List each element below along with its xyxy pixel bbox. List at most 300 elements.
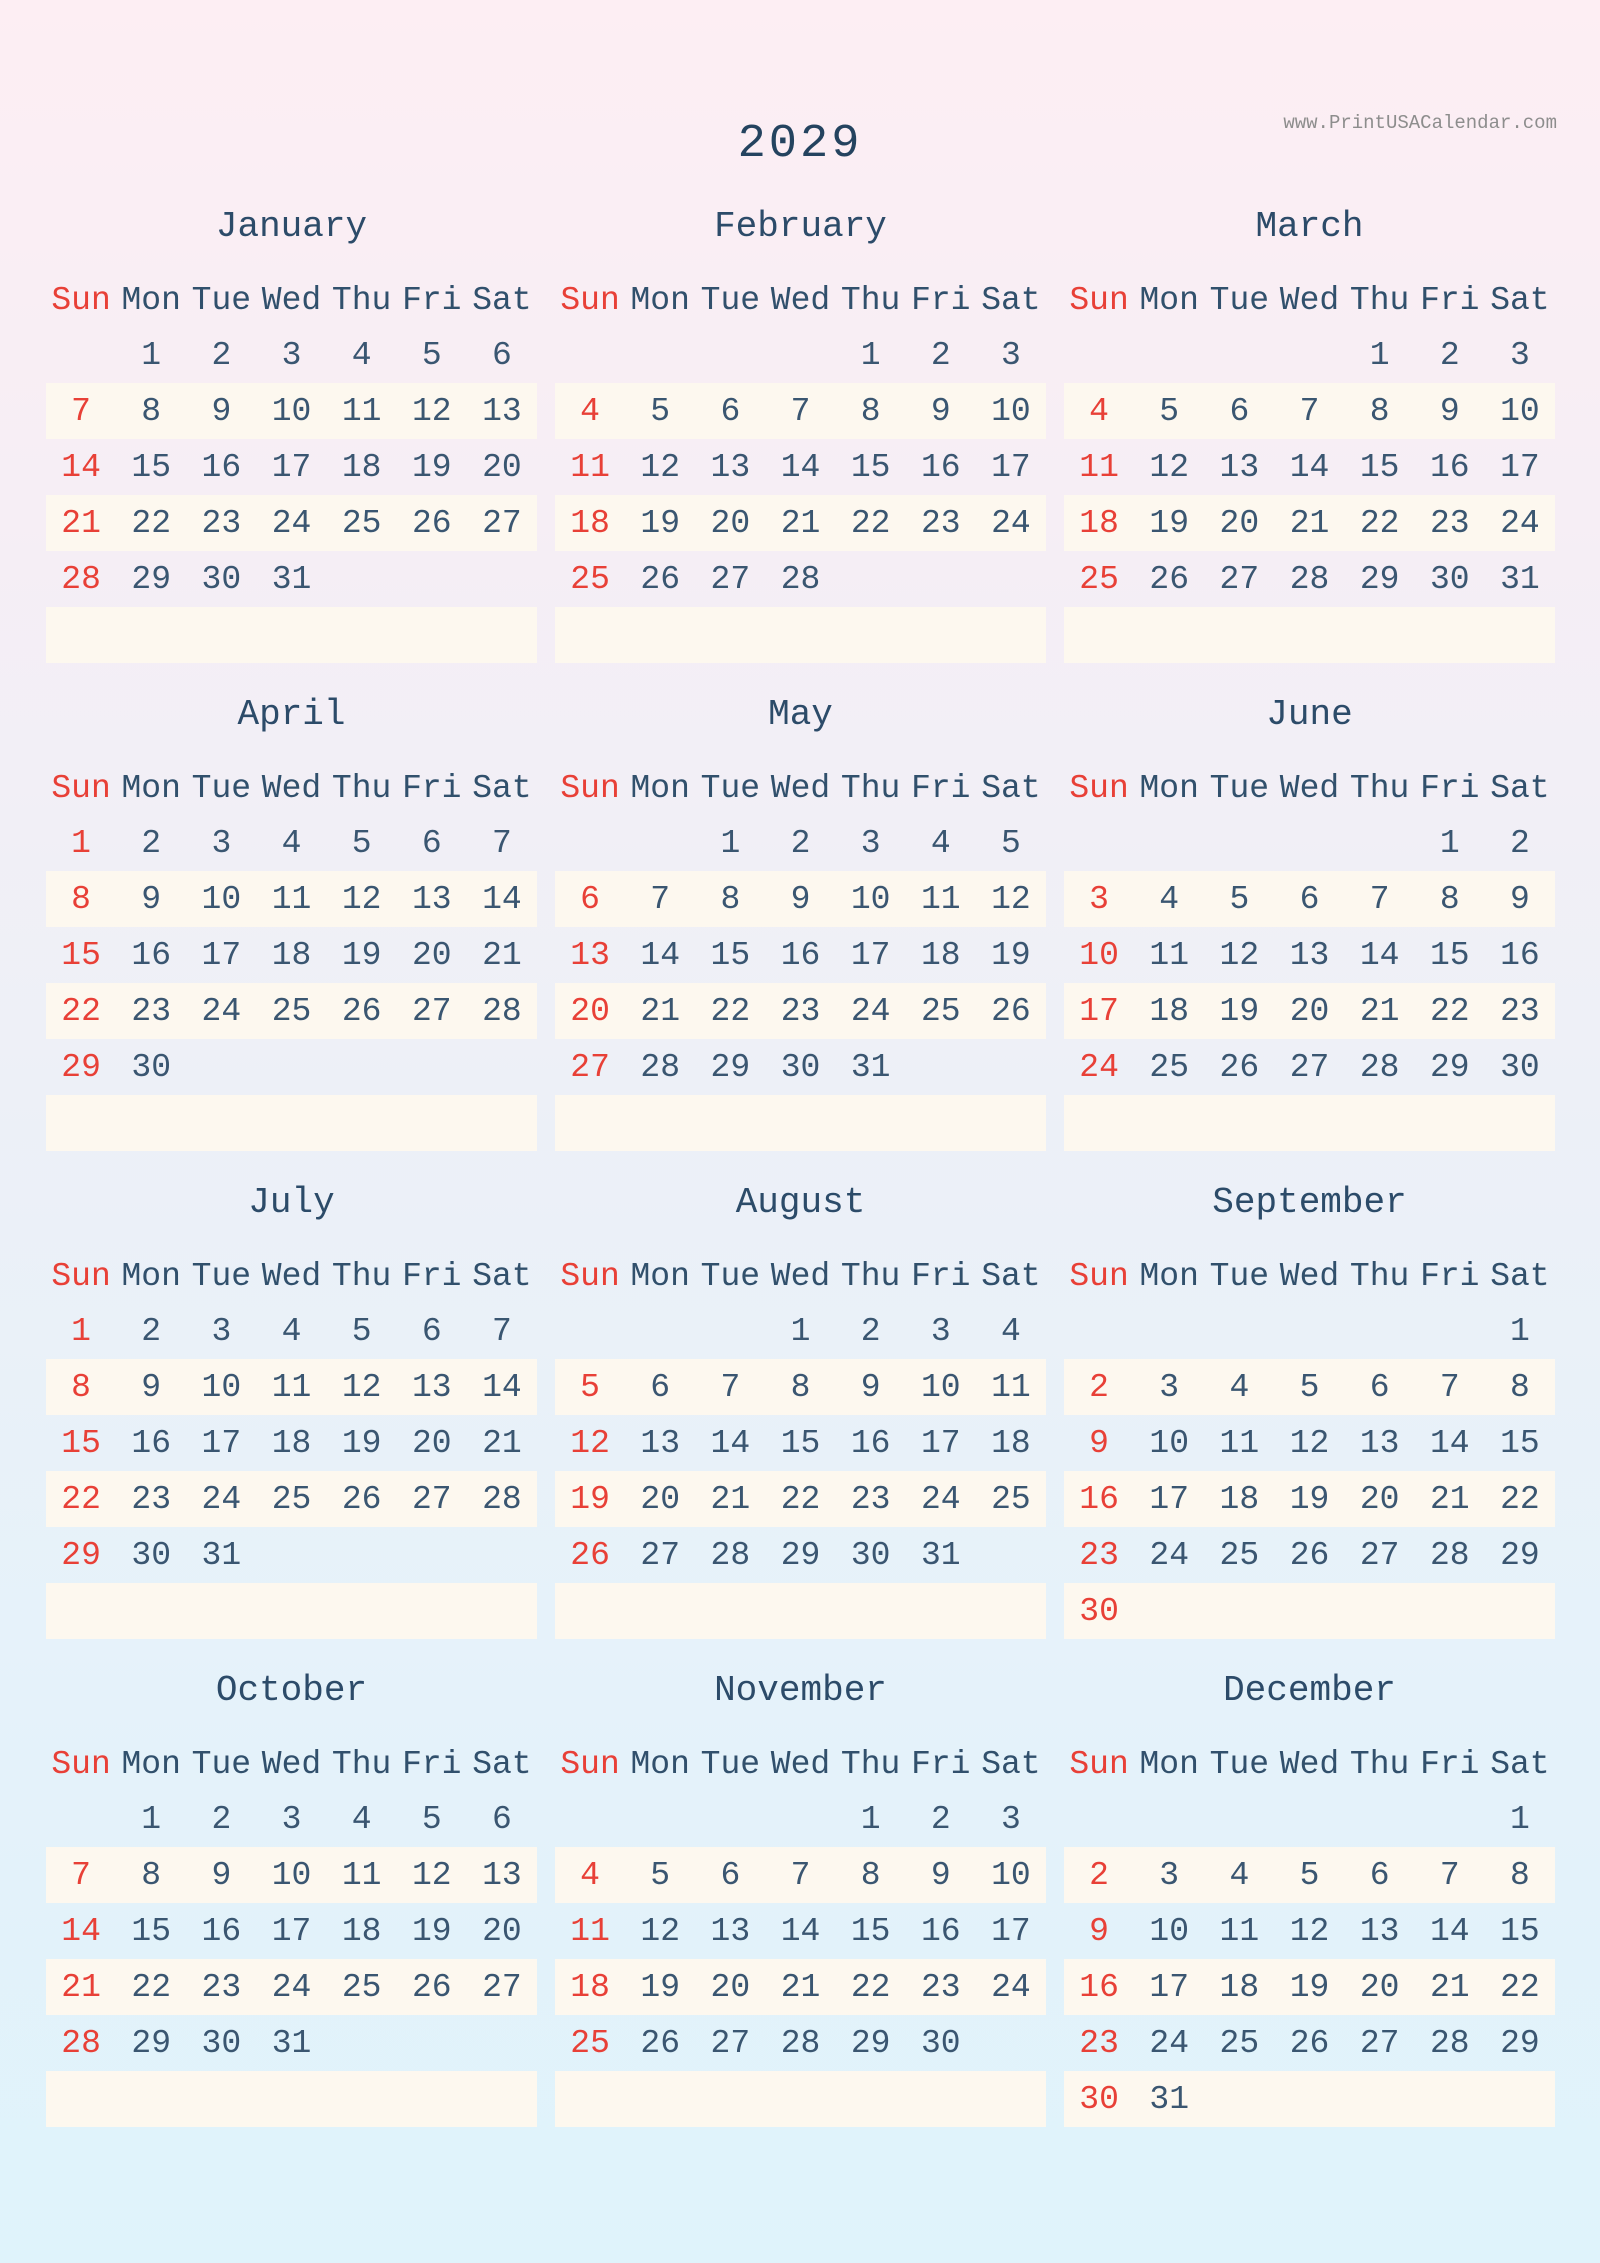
- date-cell: 2: [1089, 1856, 1109, 1894]
- date-cell: 4: [1001, 1312, 1021, 1350]
- date-cell: 29: [1500, 2024, 1540, 2062]
- month-block: [46, 693, 537, 1151]
- date-cell: 15: [850, 448, 891, 486]
- date-cell: 29: [61, 1536, 101, 1574]
- day-header-cell: Sun: [51, 1257, 111, 1295]
- date-cell: 25: [341, 504, 382, 542]
- date-cell: 20: [482, 448, 522, 486]
- date-cell: 19: [1289, 1968, 1330, 2006]
- date-cell: 14: [482, 1368, 522, 1406]
- date-cell: 2: [1089, 1368, 1109, 1406]
- date-cell: 20: [1289, 992, 1330, 1030]
- day-header-cell: Wed: [770, 769, 831, 807]
- date-cell: 3: [211, 824, 232, 862]
- date-cell: 28: [640, 1048, 681, 1086]
- day-header-cell: Tue: [700, 769, 761, 807]
- month-block: [555, 1181, 1046, 1639]
- date-cell: 26: [991, 992, 1031, 1030]
- date-cell: 26: [411, 1968, 452, 2006]
- date-cell: 10: [1079, 936, 1119, 974]
- date-cell: 24: [1149, 1536, 1190, 1574]
- date-cell: 16: [1429, 448, 1470, 486]
- date-cell: 27: [570, 1048, 610, 1086]
- date-cell: 19: [341, 936, 382, 974]
- date-cell: 16: [201, 1912, 242, 1950]
- day-header-cell: Thu: [1349, 1745, 1410, 1783]
- date-cell: 7: [720, 1368, 741, 1406]
- date-cell: 16: [920, 448, 961, 486]
- date-cell: 5: [421, 1800, 442, 1838]
- date-cell: 19: [411, 448, 452, 486]
- date-cell: 15: [1500, 1912, 1540, 1950]
- date-cell: 23: [1079, 2024, 1119, 2062]
- week-row: [46, 1095, 537, 1151]
- date-cell: 8: [1369, 392, 1390, 430]
- date-cell: 25: [570, 560, 610, 598]
- date-cell: 3: [281, 1800, 302, 1838]
- month-block: [1064, 205, 1555, 663]
- date-cell: 27: [482, 504, 522, 542]
- day-header-row: [555, 273, 1046, 327]
- date-cell: 21: [1429, 1480, 1470, 1518]
- date-cell: 9: [141, 880, 162, 918]
- date-cell: 28: [61, 2024, 101, 2062]
- date-cell: 31: [850, 1048, 891, 1086]
- date-cell: 23: [201, 1968, 242, 2006]
- date-cell: 12: [640, 1912, 681, 1950]
- date-cell: 18: [341, 448, 382, 486]
- day-header-cell: Wed: [261, 1257, 322, 1295]
- day-header-cell: Thu: [840, 1745, 901, 1783]
- day-header-cell: Fri: [402, 1257, 462, 1295]
- date-cell: 29: [780, 1536, 821, 1574]
- date-cell: 2: [860, 1312, 881, 1350]
- date-cell: 16: [920, 1912, 961, 1950]
- date-cell: 19: [341, 1424, 382, 1462]
- week-row: [46, 1471, 537, 1527]
- date-cell: 21: [780, 1968, 821, 2006]
- date-cell: 13: [570, 936, 610, 974]
- date-cell: 15: [780, 1424, 821, 1462]
- date-cell: 1: [141, 1800, 162, 1838]
- date-cell: 10: [201, 880, 242, 918]
- date-cell: 10: [850, 880, 891, 918]
- date-cell: 23: [1500, 992, 1540, 1030]
- day-header-row: [1064, 273, 1555, 327]
- day-header-cell: Mon: [1139, 281, 1199, 319]
- date-cell: 26: [1149, 560, 1190, 598]
- day-header-cell: Fri: [911, 1257, 971, 1295]
- date-cell: 13: [482, 1856, 522, 1894]
- date-cell: 20: [710, 504, 751, 542]
- month-block: [1064, 693, 1555, 1151]
- date-cell: 24: [850, 992, 891, 1030]
- date-cell: 17: [991, 448, 1031, 486]
- date-cell: 26: [1219, 1048, 1260, 1086]
- week-row: [1064, 1959, 1555, 2015]
- week-row: [1064, 815, 1555, 871]
- week-row: [1064, 1303, 1555, 1359]
- date-cell: 26: [640, 2024, 681, 2062]
- day-header-cell: Tue: [700, 1745, 761, 1783]
- date-cell: 17: [1079, 992, 1119, 1030]
- date-cell: 16: [131, 936, 172, 974]
- date-cell: 3: [1001, 1800, 1021, 1838]
- date-cell: 6: [1369, 1368, 1390, 1406]
- date-cell: 27: [1289, 1048, 1330, 1086]
- date-cell: 15: [61, 1424, 101, 1462]
- date-cell: 24: [920, 1480, 961, 1518]
- day-header-cell: Tue: [191, 769, 252, 807]
- date-cell: 22: [850, 504, 891, 542]
- day-header-row: [1064, 1737, 1555, 1791]
- date-cell: 9: [930, 392, 951, 430]
- date-cell: 11: [1149, 936, 1190, 974]
- day-header-cell: Mon: [630, 769, 690, 807]
- day-header-cell: Mon: [630, 1257, 690, 1295]
- date-cell: 14: [780, 448, 821, 486]
- date-cell: 12: [991, 880, 1031, 918]
- date-cell: 7: [1439, 1368, 1460, 1406]
- day-header-cell: Tue: [1209, 1745, 1270, 1783]
- day-header-cell: Fri: [402, 1745, 462, 1783]
- date-cell: 25: [991, 1480, 1031, 1518]
- date-cell: 22: [780, 1480, 821, 1518]
- day-header-row: [46, 273, 537, 327]
- date-cell: 28: [1429, 2024, 1470, 2062]
- date-cell: 1: [71, 824, 91, 862]
- date-cell: 29: [1500, 1536, 1540, 1574]
- week-row: [555, 1039, 1046, 1095]
- date-cell: 16: [131, 1424, 172, 1462]
- date-cell: 8: [71, 880, 91, 918]
- date-cell: 12: [341, 880, 382, 918]
- week-row: [1064, 1791, 1555, 1847]
- week-row: [555, 495, 1046, 551]
- date-cell: 2: [790, 824, 811, 862]
- day-header-cell: Sun: [560, 281, 620, 319]
- date-cell: 31: [271, 560, 312, 598]
- date-cell: 14: [1359, 936, 1400, 974]
- date-cell: 19: [640, 504, 681, 542]
- date-cell: 31: [201, 1536, 242, 1574]
- date-cell: 22: [1500, 1968, 1540, 2006]
- date-cell: 10: [1500, 392, 1540, 430]
- date-cell: 21: [1429, 1968, 1470, 2006]
- date-cell: 4: [281, 824, 302, 862]
- month-block: [555, 205, 1046, 663]
- date-cell: 22: [131, 1968, 172, 2006]
- week-row: [1064, 2015, 1555, 2071]
- week-row: [46, 2015, 537, 2071]
- date-cell: 11: [341, 392, 382, 430]
- date-cell: 15: [131, 448, 172, 486]
- date-cell: 19: [640, 1968, 681, 2006]
- date-cell: 22: [1500, 1480, 1540, 1518]
- day-header-cell: Tue: [1209, 281, 1270, 319]
- date-cell: 23: [131, 992, 172, 1030]
- date-cell: 23: [780, 992, 821, 1030]
- date-cell: 19: [411, 1912, 452, 1950]
- day-header-cell: Sat: [981, 769, 1041, 807]
- date-cell: 30: [1079, 1592, 1119, 1630]
- date-cell: 8: [1510, 1856, 1530, 1894]
- month-block: [555, 1669, 1046, 2127]
- date-cell: 2: [211, 1800, 232, 1838]
- date-cell: 12: [1289, 1424, 1330, 1462]
- date-cell: 9: [141, 1368, 162, 1406]
- week-row: [555, 815, 1046, 871]
- date-cell: 3: [1159, 1368, 1180, 1406]
- month-title: February: [714, 206, 887, 247]
- date-cell: 27: [482, 1968, 522, 2006]
- day-header-cell: Tue: [191, 1257, 252, 1295]
- week-row: [555, 1583, 1046, 1639]
- date-cell: 30: [131, 1536, 172, 1574]
- date-cell: 1: [860, 1800, 881, 1838]
- week-row: [46, 383, 537, 439]
- date-cell: 6: [421, 824, 442, 862]
- date-cell: 27: [1359, 2024, 1400, 2062]
- week-row: [1064, 1359, 1555, 1415]
- date-cell: 8: [71, 1368, 91, 1406]
- date-cell: 29: [850, 2024, 891, 2062]
- date-cell: 12: [1219, 936, 1260, 974]
- week-row: [555, 327, 1046, 383]
- week-row: [1064, 495, 1555, 551]
- week-row: [1064, 327, 1555, 383]
- day-header-cell: Thu: [1349, 769, 1410, 807]
- week-row: [46, 1583, 537, 1639]
- date-cell: 4: [1229, 1856, 1250, 1894]
- date-cell: 14: [780, 1912, 821, 1950]
- date-cell: 16: [201, 448, 242, 486]
- date-cell: 10: [991, 1856, 1031, 1894]
- week-row: [1064, 1847, 1555, 1903]
- week-row: [46, 1415, 537, 1471]
- date-cell: 4: [580, 392, 600, 430]
- day-header-cell: Mon: [630, 281, 690, 319]
- date-cell: 11: [570, 1912, 610, 1950]
- day-header-cell: Wed: [1279, 281, 1340, 319]
- date-cell: 24: [991, 1968, 1031, 2006]
- date-cell: 18: [1219, 1480, 1260, 1518]
- day-header-cell: Wed: [261, 769, 322, 807]
- date-cell: 1: [1369, 336, 1390, 374]
- date-cell: 5: [650, 1856, 671, 1894]
- date-cell: 11: [1079, 448, 1119, 486]
- date-cell: 7: [790, 392, 811, 430]
- week-row: [555, 871, 1046, 927]
- date-cell: 1: [720, 824, 741, 862]
- week-row: [1064, 551, 1555, 607]
- month-block: [555, 693, 1046, 1151]
- date-cell: 6: [580, 880, 600, 918]
- date-cell: 22: [850, 1968, 891, 2006]
- day-header-cell: Mon: [121, 1257, 181, 1295]
- date-cell: 19: [1289, 1480, 1330, 1518]
- day-header-cell: Tue: [1209, 769, 1270, 807]
- day-header-cell: Mon: [121, 1745, 181, 1783]
- day-header-cell: Sat: [1490, 281, 1550, 319]
- week-row: [46, 1903, 537, 1959]
- date-cell: 31: [1500, 560, 1540, 598]
- day-header-cell: Tue: [700, 1257, 761, 1295]
- date-cell: 8: [141, 392, 162, 430]
- date-cell: 29: [131, 560, 172, 598]
- date-cell: 13: [710, 1912, 751, 1950]
- week-row: [1064, 1039, 1555, 1095]
- date-cell: 15: [131, 1912, 172, 1950]
- week-row: [555, 1527, 1046, 1583]
- day-header-cell: Thu: [840, 281, 901, 319]
- date-cell: 4: [930, 824, 951, 862]
- date-cell: 20: [1219, 504, 1260, 542]
- date-cell: 3: [860, 824, 881, 862]
- date-cell: 20: [1359, 1968, 1400, 2006]
- date-cell: 16: [1079, 1968, 1119, 2006]
- day-header-cell: Wed: [770, 281, 831, 319]
- date-cell: 5: [1299, 1368, 1320, 1406]
- day-header-cell: Wed: [770, 1257, 831, 1295]
- day-header-row: [555, 761, 1046, 815]
- day-header-cell: Thu: [331, 769, 392, 807]
- date-cell: 12: [411, 1856, 452, 1894]
- day-header-cell: Sun: [1069, 1257, 1129, 1295]
- website-url: www.PrintUSACalendar.com: [1283, 112, 1557, 134]
- year-title: 2029: [737, 118, 863, 171]
- date-cell: 22: [61, 992, 101, 1030]
- day-header-cell: Mon: [121, 281, 181, 319]
- date-cell: 20: [710, 1968, 751, 2006]
- date-cell: 7: [790, 1856, 811, 1894]
- week-row: [1064, 1415, 1555, 1471]
- date-cell: 14: [482, 880, 522, 918]
- date-cell: 1: [1510, 1312, 1530, 1350]
- date-cell: 15: [850, 1912, 891, 1950]
- date-cell: 9: [790, 880, 811, 918]
- date-cell: 3: [211, 1312, 232, 1350]
- date-cell: 25: [1149, 1048, 1190, 1086]
- date-cell: 18: [570, 1968, 610, 2006]
- date-cell: 6: [720, 392, 741, 430]
- week-row: [46, 439, 537, 495]
- date-cell: 12: [570, 1424, 610, 1462]
- day-header-cell: Sat: [472, 769, 532, 807]
- date-cell: 12: [1149, 448, 1190, 486]
- week-row: [555, 1359, 1046, 1415]
- day-header-cell: Wed: [1279, 769, 1340, 807]
- date-cell: 4: [1089, 392, 1109, 430]
- date-cell: 1: [1439, 824, 1460, 862]
- date-cell: 11: [341, 1856, 382, 1894]
- week-row: [46, 815, 537, 871]
- date-cell: 24: [271, 1968, 312, 2006]
- day-header-cell: Thu: [840, 1257, 901, 1295]
- date-cell: 24: [271, 504, 312, 542]
- date-cell: 29: [710, 1048, 751, 1086]
- date-cell: 14: [640, 936, 681, 974]
- month-title: August: [735, 1182, 866, 1223]
- date-cell: 17: [1149, 1968, 1190, 2006]
- day-header-cell: Sun: [51, 769, 111, 807]
- month-title: March: [1255, 206, 1364, 247]
- day-header-row: [1064, 1249, 1555, 1303]
- date-cell: 17: [1500, 448, 1540, 486]
- date-cell: 2: [1439, 336, 1460, 374]
- day-header-row: [1064, 761, 1555, 815]
- date-cell: 23: [131, 1480, 172, 1518]
- date-cell: 11: [920, 880, 961, 918]
- date-cell: 7: [1369, 880, 1390, 918]
- day-header-row: [46, 761, 537, 815]
- date-cell: 10: [271, 392, 312, 430]
- date-cell: 1: [860, 336, 881, 374]
- date-cell: 29: [131, 2024, 172, 2062]
- date-cell: 17: [271, 1912, 312, 1950]
- month-title: September: [1212, 1182, 1407, 1223]
- day-header-cell: Fri: [911, 281, 971, 319]
- date-cell: 13: [411, 1368, 452, 1406]
- day-header-cell: Mon: [1139, 769, 1199, 807]
- day-header-cell: Sat: [472, 1745, 532, 1783]
- date-cell: 4: [281, 1312, 302, 1350]
- date-cell: 26: [411, 504, 452, 542]
- date-cell: 20: [570, 992, 610, 1030]
- date-cell: 22: [710, 992, 751, 1030]
- day-header-cell: Wed: [261, 1745, 322, 1783]
- day-header-cell: Sat: [1490, 1745, 1550, 1783]
- date-cell: 31: [1149, 2080, 1190, 2118]
- date-cell: 12: [341, 1368, 382, 1406]
- day-header-cell: Fri: [1420, 769, 1480, 807]
- date-cell: 29: [1359, 560, 1400, 598]
- day-header-cell: Mon: [1139, 1257, 1199, 1295]
- date-cell: 30: [1500, 1048, 1540, 1086]
- date-cell: 17: [201, 1424, 242, 1462]
- date-cell: 16: [1079, 1480, 1119, 1518]
- week-row: [1064, 1903, 1555, 1959]
- date-cell: 18: [570, 504, 610, 542]
- date-cell: 26: [640, 560, 681, 598]
- date-cell: 27: [710, 560, 751, 598]
- date-cell: 7: [650, 880, 671, 918]
- date-cell: 7: [1439, 1856, 1460, 1894]
- day-header-cell: Sun: [1069, 769, 1129, 807]
- date-cell: 2: [930, 1800, 951, 1838]
- date-cell: 22: [61, 1480, 101, 1518]
- date-cell: 23: [920, 504, 961, 542]
- date-cell: 24: [991, 504, 1031, 542]
- date-cell: 5: [1001, 824, 1021, 862]
- date-cell: 26: [1289, 1536, 1330, 1574]
- week-row: [555, 1415, 1046, 1471]
- date-cell: 15: [1359, 448, 1400, 486]
- date-cell: 11: [1219, 1912, 1260, 1950]
- date-cell: 3: [281, 336, 302, 374]
- date-cell: 1: [790, 1312, 811, 1350]
- date-cell: 23: [1429, 504, 1470, 542]
- week-row: [555, 1303, 1046, 1359]
- week-row: [1064, 983, 1555, 1039]
- date-cell: 12: [411, 392, 452, 430]
- date-cell: 12: [640, 448, 681, 486]
- day-header-cell: Sat: [1490, 769, 1550, 807]
- date-cell: 3: [1089, 880, 1109, 918]
- week-row: [555, 1847, 1046, 1903]
- date-cell: 9: [1089, 1912, 1109, 1950]
- date-cell: 8: [790, 1368, 811, 1406]
